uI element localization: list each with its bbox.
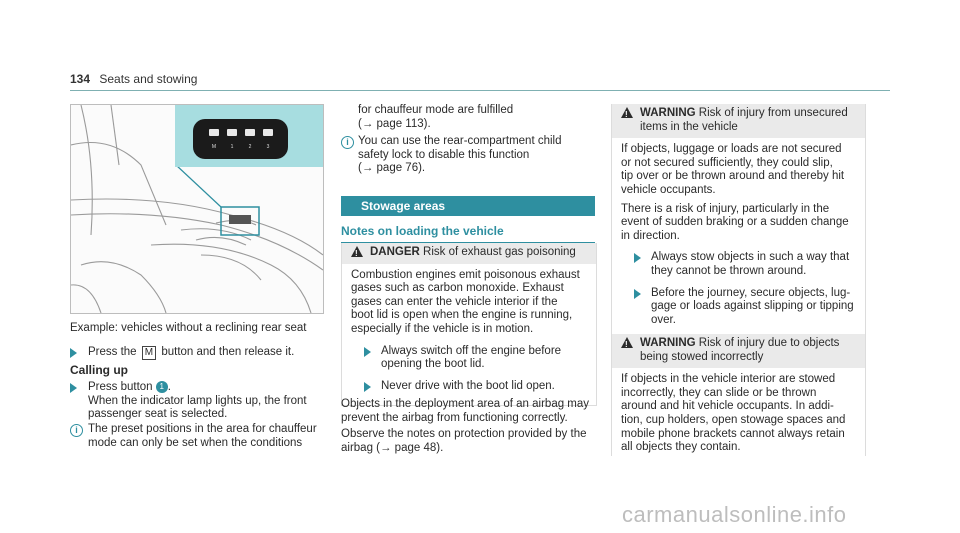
danger-step-1: Always switch off the engine before opening the boot lid. xyxy=(351,345,588,372)
airbag-paragraph-2: Observe the notes on protection provided by the airbag (→ page 48). xyxy=(341,428,587,454)
airbag-paragraph-1: Objects in the deployment area of an airbag may prevent the airbag from functioning correctly. xyxy=(341,398,590,424)
bullet-arrow-icon xyxy=(70,383,77,393)
label-3: 3 xyxy=(266,144,270,150)
control-panel xyxy=(193,119,288,159)
warning-header-1: ! WARNING Risk of injury from unsecured items in the vehicle xyxy=(612,104,865,138)
warning-triangle-icon xyxy=(351,246,363,257)
header-rule xyxy=(70,90,890,91)
warning-box-unsecured xyxy=(611,104,866,340)
bullet-arrow-icon xyxy=(634,289,641,299)
warning-body-2: If objects in the vehicle interior are stowed incorrectly, they can slide or be thrown around and hit vehicle occupants. In addi- tion, cup holders, open stowage spaces and mobile phone brackets cannot always retain all objects they contain. xyxy=(621,373,846,454)
danger-body: Combustion engines emit poisonous exhaust gases such as carbon monoxide. Exhaust gases can enter the vehicle interior if the boot lid is open when the engine is running, especially if the vehicle is in motion. Always switch off the engine before opening the boot lid. Never drive with the boot lid open. xyxy=(342,264,596,406)
label-m: M xyxy=(211,144,217,150)
danger-step-2: Never drive with the boot lid open. xyxy=(351,380,588,394)
step-press-button: Press button 1 . When the indicator lamp lights up, the front passenger seat is selected. xyxy=(88,381,307,421)
danger-header: ! DANGER Risk of exhaust gas poisoning xyxy=(342,243,596,264)
warning-triangle-icon xyxy=(621,337,633,348)
note-preset-positions: The preset positions in the area for chauffeur mode can only be set when the conditions xyxy=(88,423,317,449)
warning-box-incorrect xyxy=(611,334,866,456)
page-header xyxy=(70,72,197,86)
figure-caption: Example: vehicles without a reclining rear seat xyxy=(70,322,307,334)
m-key-icon: M xyxy=(142,346,156,360)
label-1: 1 xyxy=(230,144,234,150)
warning-triangle-icon xyxy=(621,107,633,118)
door-panel-illustration xyxy=(70,104,324,314)
info-icon: i xyxy=(341,136,354,149)
danger-box xyxy=(341,243,597,406)
door-panel-drawing xyxy=(71,105,323,313)
section-title-bar: Stowage areas xyxy=(341,196,595,216)
bullet-arrow-icon xyxy=(70,348,77,358)
note-child-lock: You can use the rear-compartment child safety lock to disable this function (→ page 76). xyxy=(358,135,562,175)
warning-header-2: ! WARNING Risk of injury due to objects being stowed incorrectly xyxy=(612,334,865,368)
page-number: 134 xyxy=(70,72,91,86)
seat-memory-buttons xyxy=(229,215,251,224)
bullet-arrow-icon xyxy=(364,382,371,392)
calling-up-heading: Calling up xyxy=(70,363,128,377)
bullet-arrow-icon xyxy=(364,347,371,357)
watermark: carmanualsonline.info xyxy=(622,502,847,527)
warning-step-1: Always stow objects in such a way that they cannot be thrown around. xyxy=(621,251,857,278)
warning-body-1: If objects, luggage or loads are not secured or not secured sufficiently, they could slip, tip over or be thrown around and thereby hit vehicle occupants. There is a risk of injury, particularly in the event of sudden braking or a sudden change in direction. Always stow objects in such a way that they cannot be thrown around. Before the journey, secure objects, lug- gage or loads against slipping or tipping over. xyxy=(612,138,865,339)
section-name: Seats and stowing xyxy=(99,72,198,86)
bullet-arrow-icon xyxy=(634,253,641,263)
subheading: Notes on loading the vehicle xyxy=(341,224,595,243)
continued-text: for chauffeur mode are fulfilled (→ page 113). xyxy=(358,104,514,130)
info-icon: i xyxy=(70,424,83,437)
step-press-m: Press the M button and then release it. xyxy=(88,346,295,358)
number-1-icon: 1 xyxy=(156,381,168,393)
warning-step-2: Before the journey, secure objects, lug- gage or loads against slipping or tipping over. xyxy=(621,287,857,328)
label-2: 2 xyxy=(248,144,252,150)
